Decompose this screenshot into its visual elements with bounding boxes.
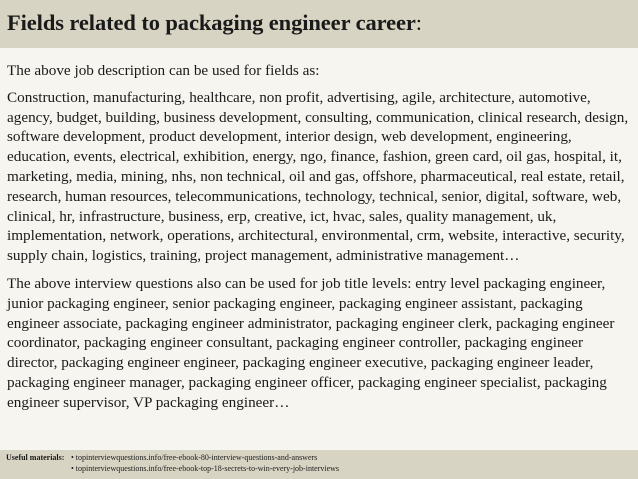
footer-link[interactable]: • topinterviewquestions.info/free-ebook-80-interview-questions-and-answers [71, 453, 318, 462]
title-colon: : [415, 10, 423, 35]
slide-body [7, 61, 635, 413]
slide-header [0, 0, 638, 48]
slide-title: Fields related to packaging engineer career [7, 10, 416, 35]
slide-footer [0, 450, 638, 479]
intro-text: The above job description can be used for fields as: [7, 62, 320, 79]
footer-label: Useful materials: [6, 453, 65, 462]
footer-links [71, 452, 339, 474]
footer-link[interactable]: • topinterviewquestions.info/free-ebook-top-18-secrets-to-win-every-job-interviews [71, 464, 340, 473]
levels-paragraph: The above interview questions also can be used for job title levels: entry level packaging engineer, junior packaging engineer, senior packaging engineer, packaging engineer assistant, packaging engineer associate, packaging engineer administrator, packaging engineer clerk, packaging engineer coordinator, packaging engineer consultant, packaging engineer controller, packaging engineer director, packaging engineer engineer, packaging engineer executive, packaging engineer leader, packaging engineer manager, packaging engineer officer, packaging engineer specialist, packaging engineer supervisor, VP packaging engineer… [7, 274, 615, 411]
fields-paragraph: Construction, manufacturing, healthcare, non profit, advertising, agile, architecture, automotive, agency, budget, building, business development, consulting, communication, clinical research, design, software development, product development, interior design, web development, engineering, education, events, electrical, exhibition, energy, ngo, finance, fashion, green card, oil gas, hospital, it, marketing, media, mining, nhs, non technical, oil and gas, offshore, pharmaceutical, real estate, retail, research, human resources, telecommunications, technology, technical, senior, digital, software, web, clinical, hr, infrastructure, business, erp, creative, ict, hvac, sales, quality management, uk, implementation, network, operations, architectural, environmental, crm, website, interactive, security, supply chain, logistics, training, project management, administrative management… [7, 88, 629, 265]
